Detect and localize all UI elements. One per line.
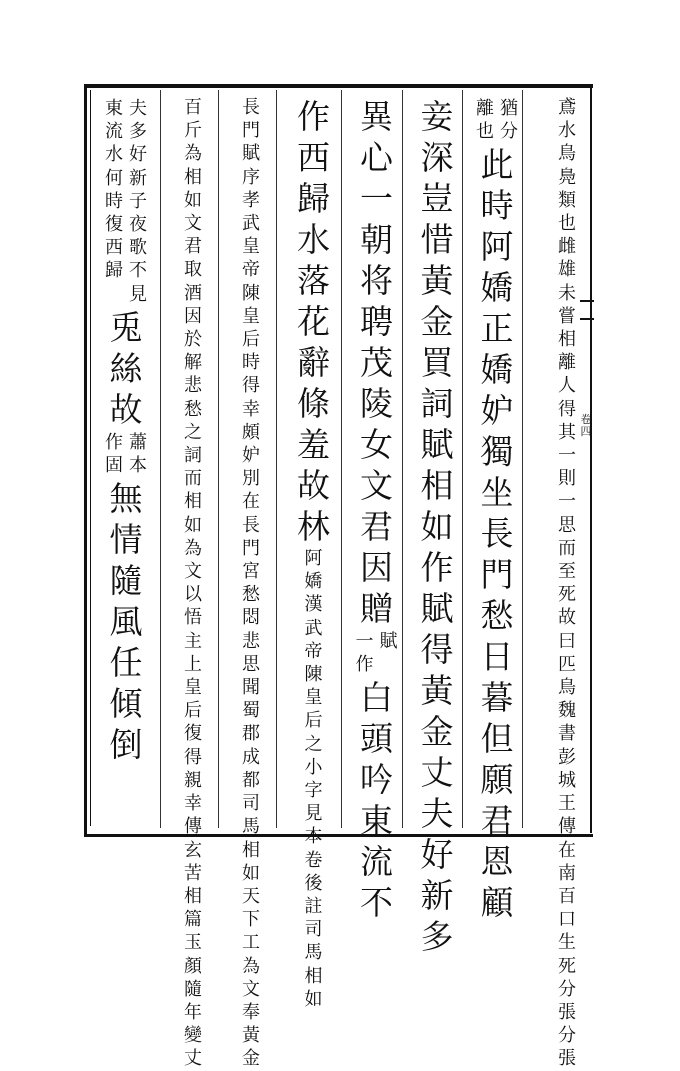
column-rule <box>341 90 342 828</box>
center-fold-rule <box>590 84 592 833</box>
fold-label: 卷四 <box>580 413 592 438</box>
note-line: 東 流 水 何 時 復 西 歸 <box>105 98 123 282</box>
main-text: 妾 深 豈 惜 黃 金 買 詞 賦 相 如 作 賦 得 黃 金 丈 夫 好 新 多 <box>420 97 454 956</box>
note-line: 蕭 本 <box>129 431 147 477</box>
note-line: 離 也 <box>476 98 494 143</box>
text-column-3 <box>412 96 462 957</box>
main-text: 作 西 歸 水 落 花 辭 條 羞 故 林 <box>297 97 330 546</box>
interlinear-note <box>475 97 519 143</box>
text-column-8 <box>92 96 160 765</box>
note-line: 夫 多 好 新 子 夜 歌 不 見 <box>129 98 147 305</box>
text-column-4 <box>351 96 402 923</box>
main-text: 白 頭 吟 東 流 不 <box>360 678 393 923</box>
note-line: 賦 <box>379 631 398 652</box>
interlinear-note <box>104 97 148 306</box>
text-column-7 <box>168 96 218 1071</box>
column-rule <box>462 90 463 828</box>
commentary-text: 阿 嬌 漢 武 帝 陳 皇 后 之 小 字 見 本 卷 後 註 司 馬 相 如 <box>304 548 323 1010</box>
text-column-5 <box>286 96 341 1011</box>
column-rule <box>276 90 277 828</box>
column-rule <box>218 90 219 828</box>
commentary-text: 鳶 水 鳥 鳧 類 也 雌 雄 未 嘗 相 離 人 得 其 一 則 一 思 而 至 死 故 曰 匹 鳥 魏 書 彭 城 王 傳 在 南 百 口 生 死 分 張 分 張 <box>558 97 576 1070</box>
text-column-1 <box>545 96 589 1071</box>
note-line: 一 作 <box>355 631 374 676</box>
column-rule <box>160 90 161 828</box>
commentary-text: 長 門 賦 序 孝 武 皇 帝 陳 皇 后 時 得 幸 頗 妒 別 在 長 門 宮 愁 悶 悲 思 聞 蜀 郡 成 都 司 馬 相 如 天 下 工 為 文 奉 黃 金 <box>242 97 260 1070</box>
main-text: 無 情 隨 風 任 傾 倒 <box>109 479 143 765</box>
text-column-6 <box>226 96 276 1071</box>
commentary-text: 百 斤 為 相 如 文 君 取 酒 因 於 解 悲 愁 之 詞 而 相 如 為 文 以 悟 主 上 皇 后 復 得 親 幸 傳 玄 苦 相 篇 玉 顏 隨 年 變 丈 <box>184 97 202 1070</box>
text-column-2 <box>472 96 522 923</box>
interlinear-note <box>104 431 148 477</box>
column-rule <box>522 90 523 828</box>
interlinear-note <box>355 630 399 676</box>
note-line: 猶 分 <box>500 98 518 143</box>
note-line: 作 固 <box>105 431 123 477</box>
column-rule <box>402 90 403 828</box>
main-text: 異 心 一 朝 将 聘 茂 陵 女 文 君 因 贈 <box>360 97 393 628</box>
frame-inner-rule <box>90 90 91 826</box>
main-text: 兎 絲 故 <box>109 307 143 429</box>
main-text: 此 時 阿 嬌 正 嬌 妒 獨 坐 長 門 愁 日 暮 但 願 君 恩 顧 <box>480 145 514 923</box>
